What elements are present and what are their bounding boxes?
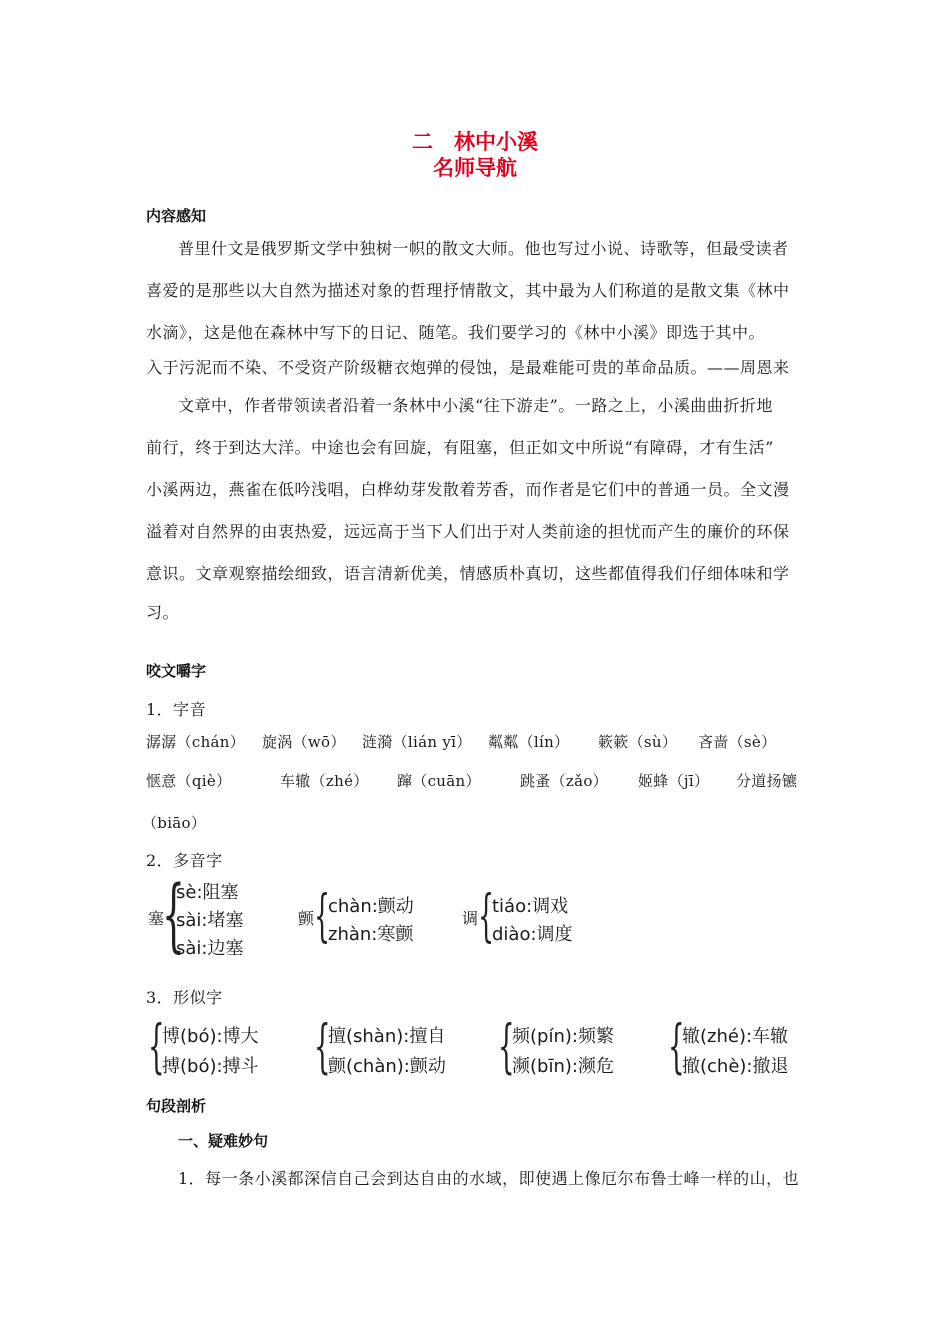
- brace-icon: {: [314, 1012, 331, 1080]
- section-heading-analysis: 句段剖析: [146, 1097, 207, 1115]
- pinyin-item: 姬蜂（jī）: [638, 772, 710, 790]
- similar-char-item: 频(pín):频繁: [512, 1026, 614, 1047]
- polyphone-reading: diào:调度: [492, 924, 573, 945]
- brace-icon: {: [162, 868, 185, 961]
- section-heading-content: 内容感知: [146, 207, 207, 225]
- similar-char-group: [148, 1012, 288, 1082]
- pinyin-item: 吝啬（sè）: [698, 733, 777, 751]
- paragraph-line: 普里什文是俄罗斯文学中独树一帜的散文大师。他也写过小说、诗歌等，但最受读者: [178, 239, 789, 258]
- paragraph-line: 意识。文章观察描绘细致，语言清新优美，情感质朴真切，这些都值得我们仔细体味和学: [146, 564, 790, 583]
- similar-char-item: 擅(shàn):擅自: [328, 1026, 446, 1047]
- polyphone-char: 塞: [148, 909, 165, 928]
- similar-char-item: 搏(bó):搏斗: [162, 1056, 259, 1077]
- polyphone-reading: tiáo:调戏: [492, 896, 569, 917]
- polyphone-reading: sè:阻塞: [176, 882, 239, 903]
- page-subtitle: 名师导航: [433, 156, 517, 180]
- polyphone-char: 颤: [298, 909, 315, 928]
- pinyin-item: 跳蚤（zǎo）: [520, 772, 608, 790]
- subsection-label: 2．多音字: [146, 851, 223, 870]
- polyphone-reading: chàn:颤动: [328, 896, 414, 917]
- pinyin-item: 旋涡（wō）: [262, 733, 346, 751]
- polyphone-reading: sài:边塞: [176, 938, 244, 959]
- paragraph-line: 习。: [146, 603, 180, 622]
- paragraph-line: 前行，终于到达大洋。中途也会有回旋，有阻塞，但正如文中所说“有障碍，才有生活”: [146, 438, 774, 457]
- pinyin-item: 分道扬镳: [736, 772, 798, 790]
- pinyin-item: 蹿（cuān）: [397, 772, 481, 790]
- paragraph-line: 喜爱的是那些以大自然为描述对象的哲理抒情散文，其中最为人们称道的是散文集《林中: [146, 281, 790, 300]
- similar-char-item: 濒(bīn):濒危: [512, 1056, 614, 1077]
- similar-char-item: 辙(zhé):车辙: [682, 1026, 789, 1047]
- paragraph-line: 小溪两边，燕雀在低吟浅唱，白桦幼芽发散着芳香，而作者是它们中的普通一员。全文漫: [146, 480, 790, 499]
- polyphone-reading: sài:堵塞: [176, 910, 244, 931]
- similar-char-group: [314, 1012, 474, 1082]
- quote-line: 入于污泥而不染、不受资产阶级糖衣炮弹的侵蚀，是最难能可贵的革命品质。——周恩来: [146, 358, 790, 377]
- brace-icon: {: [498, 1012, 515, 1080]
- polyphone-group: [148, 868, 258, 961]
- pinyin-item: 车辙（zhé）: [280, 772, 369, 790]
- polyphone-group: [462, 884, 592, 950]
- paragraph-line: 1．每一条小溪都深信自己会到达自由的水域，即使遇上像厄尔布鲁士峰一样的山，也: [178, 1169, 800, 1188]
- pinyin-item: 粼粼（lín）: [488, 733, 570, 751]
- pinyin-item: 潺潺（chán）: [146, 733, 246, 751]
- pinyin-item: 涟漪（lián yī）: [362, 733, 472, 751]
- page-title: 二 林中小溪: [412, 130, 538, 154]
- brace-icon: {: [148, 1012, 165, 1080]
- pinyin-item: （biāo）: [142, 814, 207, 832]
- section-heading-vocab: 咬文嚼字: [146, 662, 207, 680]
- brace-icon: {: [478, 884, 495, 949]
- pinyin-item: 簌簌（sù）: [598, 733, 678, 751]
- polyphone-group: [298, 884, 428, 950]
- subsection-label: 1．字音: [146, 700, 207, 719]
- similar-char-item: 撤(chè):撤退: [682, 1056, 789, 1077]
- polyphone-char: 调: [462, 909, 479, 928]
- polyphone-reading: zhàn:寒颤: [328, 924, 414, 945]
- pinyin-item: 惬意（qiè）: [146, 772, 232, 790]
- similar-char-item: 博(bó):博大: [162, 1026, 259, 1047]
- brace-icon: {: [668, 1012, 685, 1080]
- similar-char-item: 颤(chàn):颤动: [328, 1056, 446, 1077]
- paragraph-line: 文章中，作者带领读者沿着一条林中小溪“往下游走”。一路之上，小溪曲曲折折地: [178, 396, 773, 415]
- subsection-label: 3．形似字: [146, 988, 223, 1007]
- similar-char-group: [668, 1012, 818, 1082]
- brace-icon: {: [314, 884, 331, 949]
- subsection-heading: 一、疑难妙句: [178, 1132, 269, 1150]
- paragraph-line: 溢着对自然界的由衷热爱，远远高于当下人们出于对人类前途的担忧而产生的廉价的环保: [146, 522, 790, 541]
- similar-char-group: [498, 1012, 648, 1082]
- paragraph-line: 水滴》，这是他在森林中写下的日记、随笔。我们要学习的《林中小溪》即选于其中。: [146, 323, 766, 342]
